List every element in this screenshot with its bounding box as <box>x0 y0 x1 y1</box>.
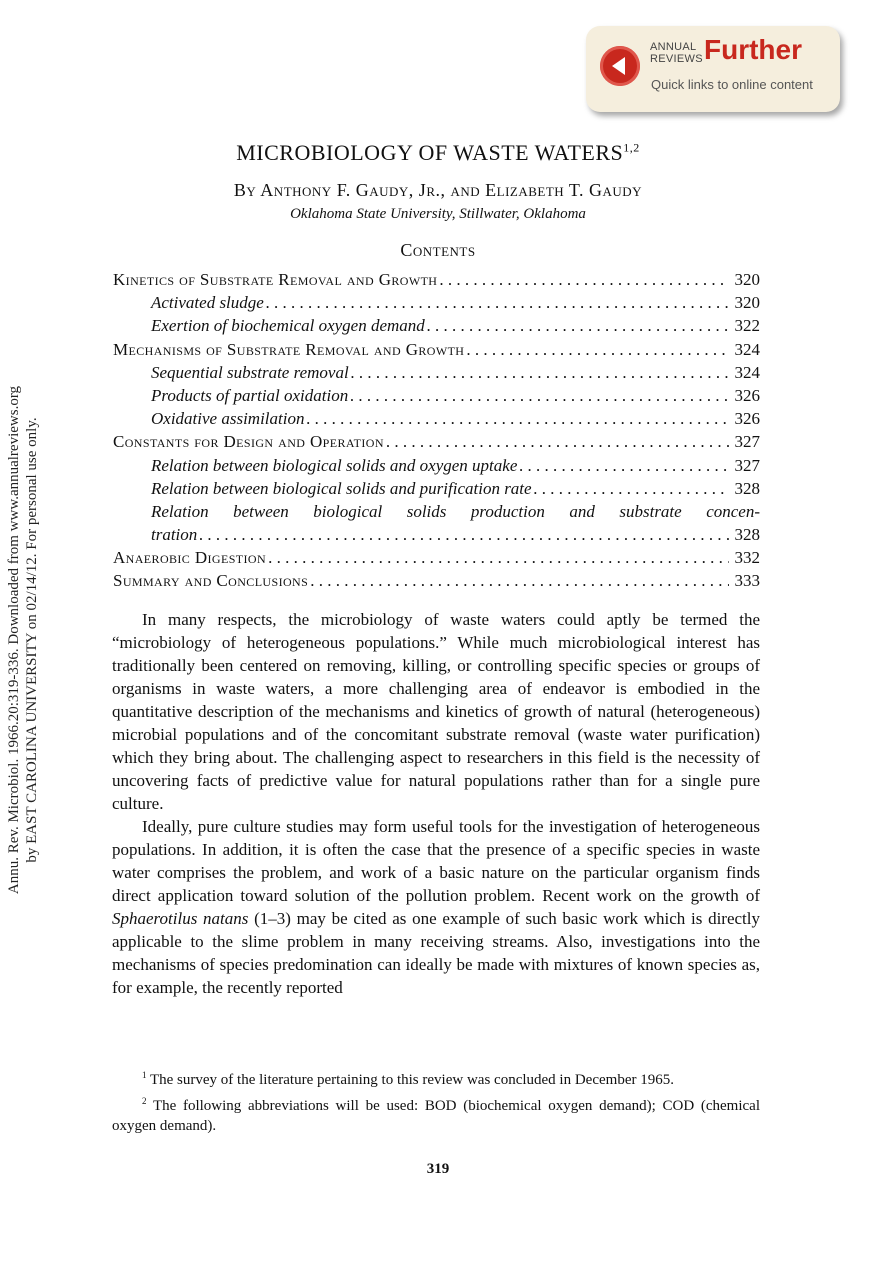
toc-entry-wrapped-line: Relation between biological solids production and substrate concen- <box>151 501 760 521</box>
download-notice <box>5 340 41 940</box>
body-paragraph: Ideally, pure culture studies may form useful tools for the investigation of heterogeneous populations. In addition, it is often the case that the presence of a specific species in waste water comprises the problem, and work of a basic nature on the particular organism finds direct application toward solution of the pollution problem. Recent work on the growth of Sphaerotilus natans (1–3) may be cited as one example of such basic work which is directly applicable to the slime problem in many receiving streams. Also, investigations into the mechanisms of species predomination can ideally be made with mixtures of known species as, for example, the recently reported <box>112 817 760 997</box>
article-authors: By Anthony F. Gaudy, Jr., and Elizabeth T. Gaudy <box>233 180 643 200</box>
toc-entry: Relation between biological solids and purification rate . . . 328 <box>113 479 760 502</box>
download-notice-line1: Annu. Rev. Microbiol. 1966.20:319-336. Downloaded from www.annualreviews.org <box>6 385 22 895</box>
toc-entry: tration . . . 328 <box>113 525 760 548</box>
toc-entry: Sequential substrate removal . . . 324 <box>113 363 760 386</box>
species-name: Sphaerotilus natans <box>112 909 249 928</box>
badge-publisher-label: ANNUAL REVIEWS <box>650 41 703 65</box>
back-arrow-icon <box>600 46 640 86</box>
toc-entry: Exertion of biochemical oxygen demand . . . 322 <box>113 316 760 339</box>
toc-entry: Anaerobic Digestion . . . 332 <box>113 548 760 571</box>
toc-entry: Constants for Design and Operation . . . 327 <box>113 432 760 455</box>
contents-heading: Contents <box>400 240 476 260</box>
toc-entry: Mechanisms of Substrate Removal and Growth . . . 324 <box>113 340 760 363</box>
footnote: $^2$ The following abbreviations will be used: BOD (biochemical oxygen demand); COD (chemical oxygen demand). <box>112 1095 760 1134</box>
toc-entry: Relation between biological solids and oxygen uptake . . . 327 <box>113 456 760 479</box>
toc-entry: Activated sludge . . . 320 <box>113 293 760 316</box>
toc-entry: Kinetics of Substrate Removal and Growth . . . 320 <box>113 270 760 293</box>
footnotes <box>112 1065 760 1137</box>
title-footnote-refs: 1,2 <box>623 140 640 155</box>
further-badge[interactable] <box>586 26 840 112</box>
body-paragraph: In many respects, the microbiology of waste waters could aptly be termed the “microbiology of heterogeneous populations.” While much microbiological interest has traditionally been centered on removing, killing, or controlling specific species or groups of organisms in waste waters, a more challenging area of endeavor is embodied in the quantitative description of the mechanisms and kinetics of growth of natural (heterogeneous) microbial populations and of the concomitant substrate removal (waste water purification) which they bring about. The challenging aspect to researchers in this field is the necessity of uncovering facts of predictive value for natural populations rather than for a single pure culture. <box>112 610 760 813</box>
download-notice-line2: by EAST CAROLINA UNIVERSITY on 02/14/12. For personal use only. <box>24 417 40 863</box>
toc-entry: Oxidative assimilation . . . 326 <box>113 409 760 432</box>
author-affiliation: Oklahoma State University, Stillwater, Oklahoma <box>290 206 586 222</box>
article-title: MICROBIOLOGY OF WASTE WATERS$^{1,2}$ <box>236 140 640 165</box>
toc-entry: Summary and Conclusions . . . 333 <box>113 571 760 594</box>
table-of-contents <box>113 270 760 595</box>
toc-entry: Products of partial oxidation . . . 326 <box>113 386 760 409</box>
badge-subtitle: Quick links to online content <box>651 77 813 92</box>
badge-further-label: Further <box>704 34 802 65</box>
page-number: 319 <box>426 1161 450 1177</box>
footnote: $^1$ The survey of the literature pertaining to this review was concluded in December 1965. <box>142 1070 674 1088</box>
article-body <box>112 608 760 999</box>
